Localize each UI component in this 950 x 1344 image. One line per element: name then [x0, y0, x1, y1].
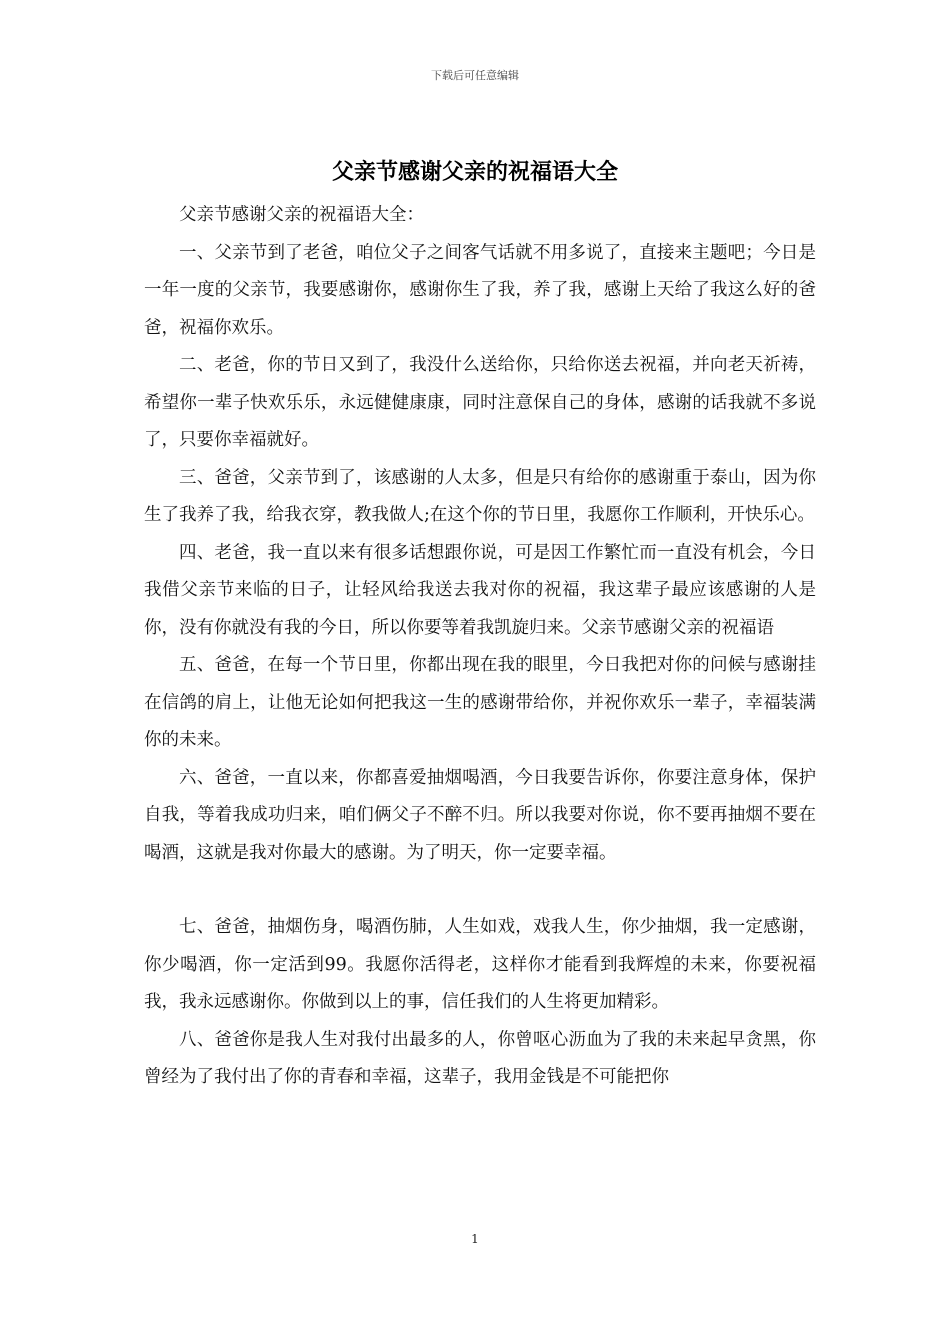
paragraph-8: 八、爸爸你是我人生对我付出最多的人，你曾呕心沥血为了我的未来起早贪黑，你曾经为了我付出了你的青春和幸福，这辈子，我用金钱是不可能把你	[144, 1029, 816, 1087]
page-number: 1	[471, 1232, 479, 1246]
paragraph-3: 三、爸爸，父亲节到了，该感谢的人太多，但是只有给你的感谢重于泰山，因为你生了我养了我，给我衣穿，教我做人;在这个你的节日里，我愿你工作顺利，开快乐心。	[144, 467, 816, 525]
document-title: 父亲节感谢父亲的祝福语大全	[331, 160, 618, 185]
paragraph-1: 一、父亲节到了老爸，咱位父子之间客气话就不用多说了，直接来主题吧；今日是一年一度的父亲节，我要感谢你，感谢你生了我，养了我，感谢上天给了我这么好的爸爸，祝福你欢乐。	[144, 242, 816, 338]
document-body	[144, 197, 816, 1097]
paragraph-6: 六、爸爸，一直以来，你都喜爱抽烟喝酒，今日我要告诉你，你要注意身体，保护自我，等着我成功归来，咱们俩父子不醉不归。所以我要对你说，你不要再抽烟不要在喝酒，这就是我对你最大的感谢。为了明天，你一定要幸福。	[144, 767, 816, 863]
paragraph-7: 七、爸爸，抽烟伤身，喝酒伤肺，人生如戏，戏我人生，你少抽烟，我一定感谢，你少喝酒，你一定活到99。我愿你活得老，这样你才能看到我辉煌的未来，你要祝福我，我永远感谢你。你做到以上的事，信任我们的人生将更加精彩。	[144, 917, 816, 1012]
paragraph-2: 二、老爸，你的节日又到了，我没什么送给你，只给你送去祝福，并向老天祈祷，希望你一辈子快欢乐乐，永远健健康康，同时注意保自己的身体，感谢的话我就不多说了，只要你幸福就好。	[144, 355, 816, 450]
paragraph-intro: 父亲节感谢父亲的祝福语大全：	[179, 205, 424, 225]
paragraph-5: 五、爸爸，在每一个节日里，你都出现在我的眼里，今日我把对你的问候与感谢挂在信鸽的肩上，让他无论如何把我这一生的感谢带给你，并祝你欢乐一辈子，幸福装满你的未来。	[144, 655, 816, 750]
paragraph-4: 四、老爸，我一直以来有很多话想跟你说，可是因工作繁忙而一直没有机会，今日我借父亲节来临的日子，让轻风给我送去我对你的祝福，我这辈子最应该感谢的人是你，没有你就没有我的今日，所以你要等着我凯旋归来。父亲节感谢父亲的祝福语	[144, 542, 816, 638]
page-header: 下载后可任意编辑	[431, 69, 519, 82]
